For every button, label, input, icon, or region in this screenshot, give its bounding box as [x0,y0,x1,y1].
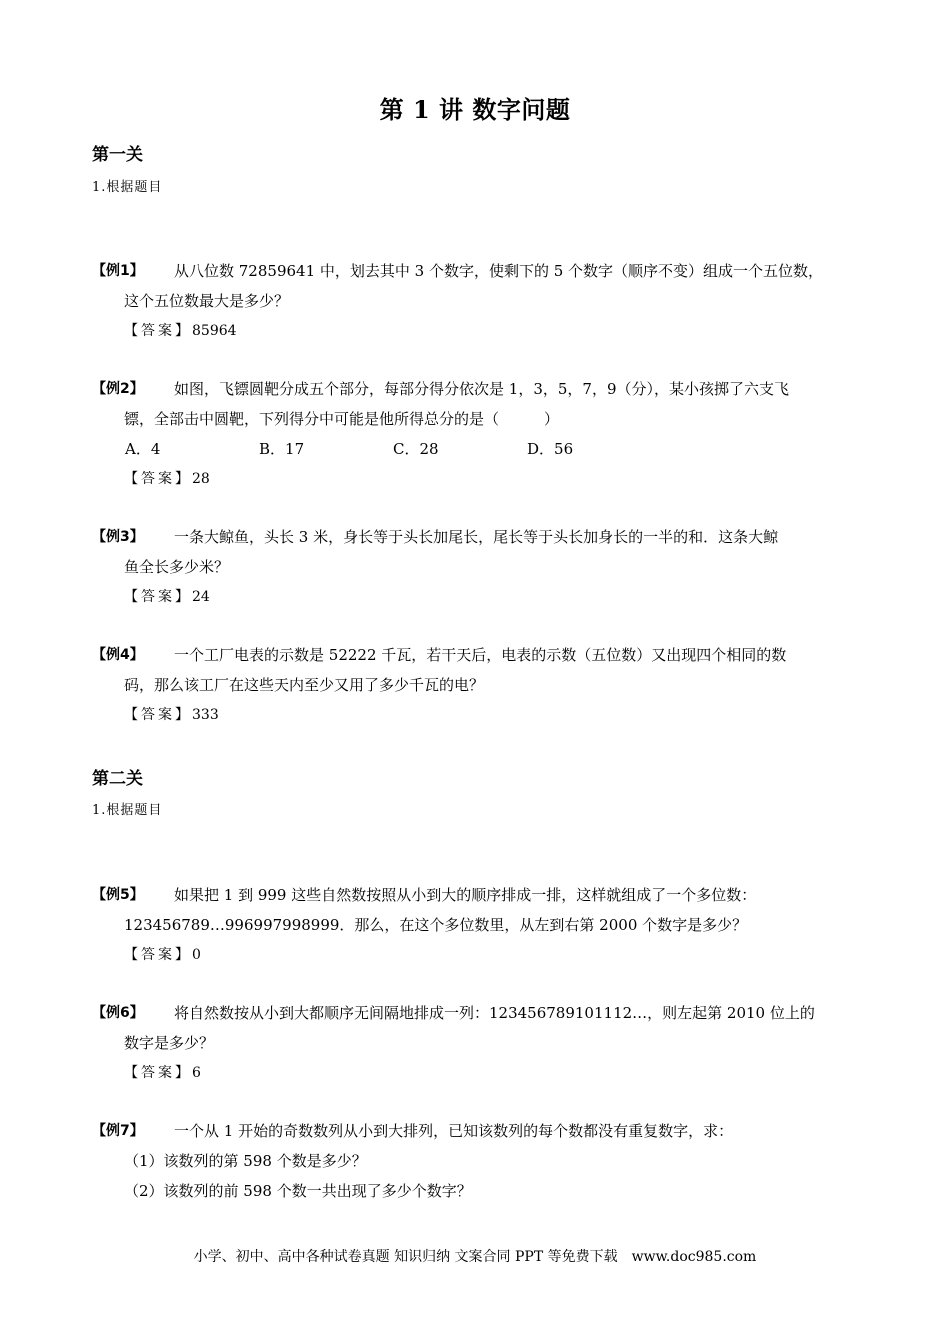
answer-value: 6 [192,1065,201,1081]
example-text: 从八位数 72859641 中，划去其中 3 个数字，使剩下的 5 个数字（顺序不变）组成一个五位数， [174,262,824,280]
example-text: 如图，飞镖圆靶分成五个部分，每部分得分依次是 1，3，5，7，9（分），某小孩掷了六支飞 [174,380,789,398]
answer-label: 【答案】 [124,471,192,487]
example-7 [92,1116,882,1206]
answer-label: 【答案】 [124,1065,192,1081]
option-b: B．17 [259,440,305,458]
section-heading-1: 第一关 [92,145,143,165]
answer [92,464,882,494]
example-label: 【例3】 [92,529,144,545]
answer-label: 【答案】 [124,707,192,723]
example-text: 一个工厂电表的示数是 52222 千瓦，若干天后，电表的示数（五位数）又出现四个相同的数 [174,646,787,664]
option-c: C．28 [393,440,439,458]
example-label: 【例6】 [92,1005,144,1021]
answer-label: 【答案】 [124,947,192,963]
section-subheading-1: 1.根据题目 [92,180,163,195]
example-label: 【例5】 [92,887,144,903]
answer-value: 85964 [192,323,237,339]
answer [92,940,882,970]
example-subquestion-1: （1）该数列的第 598 个数是多少？ [124,1152,367,1170]
answer [92,1058,882,1088]
example-5 [92,880,882,970]
example-text-continued: 鱼全长多少米？ [124,558,230,576]
page-title: 第 1 讲 数字问题 [379,95,571,124]
example-subquestion-2: （2）该数列的前 598 个数一共出现了多少个数字？ [124,1182,472,1200]
example-text: 如果把 1 到 999 这些自然数按照从小到大的顺序排成一排，这样就组成了一个多位数： [174,886,757,904]
example-text-continued: 123456789…996997998999．那么，在这个多位数里，从左到右第 2000 个数字是多少？ [124,916,748,934]
option-a: A．4 [125,440,161,458]
example-text-continued: 码，那么该工厂在这些天内至少又用了多少千瓦的电？ [124,676,485,694]
example-label: 【例4】 [92,647,144,663]
option-d: D．56 [527,440,574,458]
answer [92,700,882,730]
answer [92,582,882,612]
section-subheading-2: 1.根据题目 [92,803,163,818]
section-heading-2: 第二关 [92,769,143,789]
example-3 [92,522,882,612]
example-text: 一条大鲸鱼，头长 3 米，身长等于头长加尾长，尾长等于头长加身长的一半的和．这条大鲸 [174,528,779,546]
example-text: 一个从 1 开始的奇数数列从小到大排列，已知该数列的每个数都没有重复数字，求： [174,1122,734,1140]
example-label: 【例2】 [92,381,144,397]
example-label: 【例7】 [92,1123,144,1139]
answer [92,316,882,346]
answer-value: 28 [192,471,210,487]
answer-value: 0 [192,947,201,963]
example-text-continued: 镖，全部击中圆靶，下列得分中可能是他所得总分的是（ ） [124,410,560,428]
answer-value: 333 [192,707,219,723]
answer-value: 24 [192,589,210,605]
example-2 [92,374,882,494]
example-text-continued: 这个五位数最大是多少？ [124,292,290,310]
example-6 [92,998,882,1088]
example-1 [92,256,882,346]
example-text: 将自然数按从小到大都顺序无间隔地排成一列：123456789101112…，则左起第 2010 位上的 [174,1004,815,1022]
answer-label: 【答案】 [124,589,192,605]
page-footer: 小学、初中、高中各种试卷真题 知识归纳 文案合同 PPT 等免费下载 www.doc985.com [193,1249,757,1265]
answer-options [92,434,882,464]
example-4 [92,640,882,730]
answer-label: 【答案】 [124,323,192,339]
example-label: 【例1】 [92,263,144,279]
example-text-continued: 数字是多少？ [124,1034,215,1052]
